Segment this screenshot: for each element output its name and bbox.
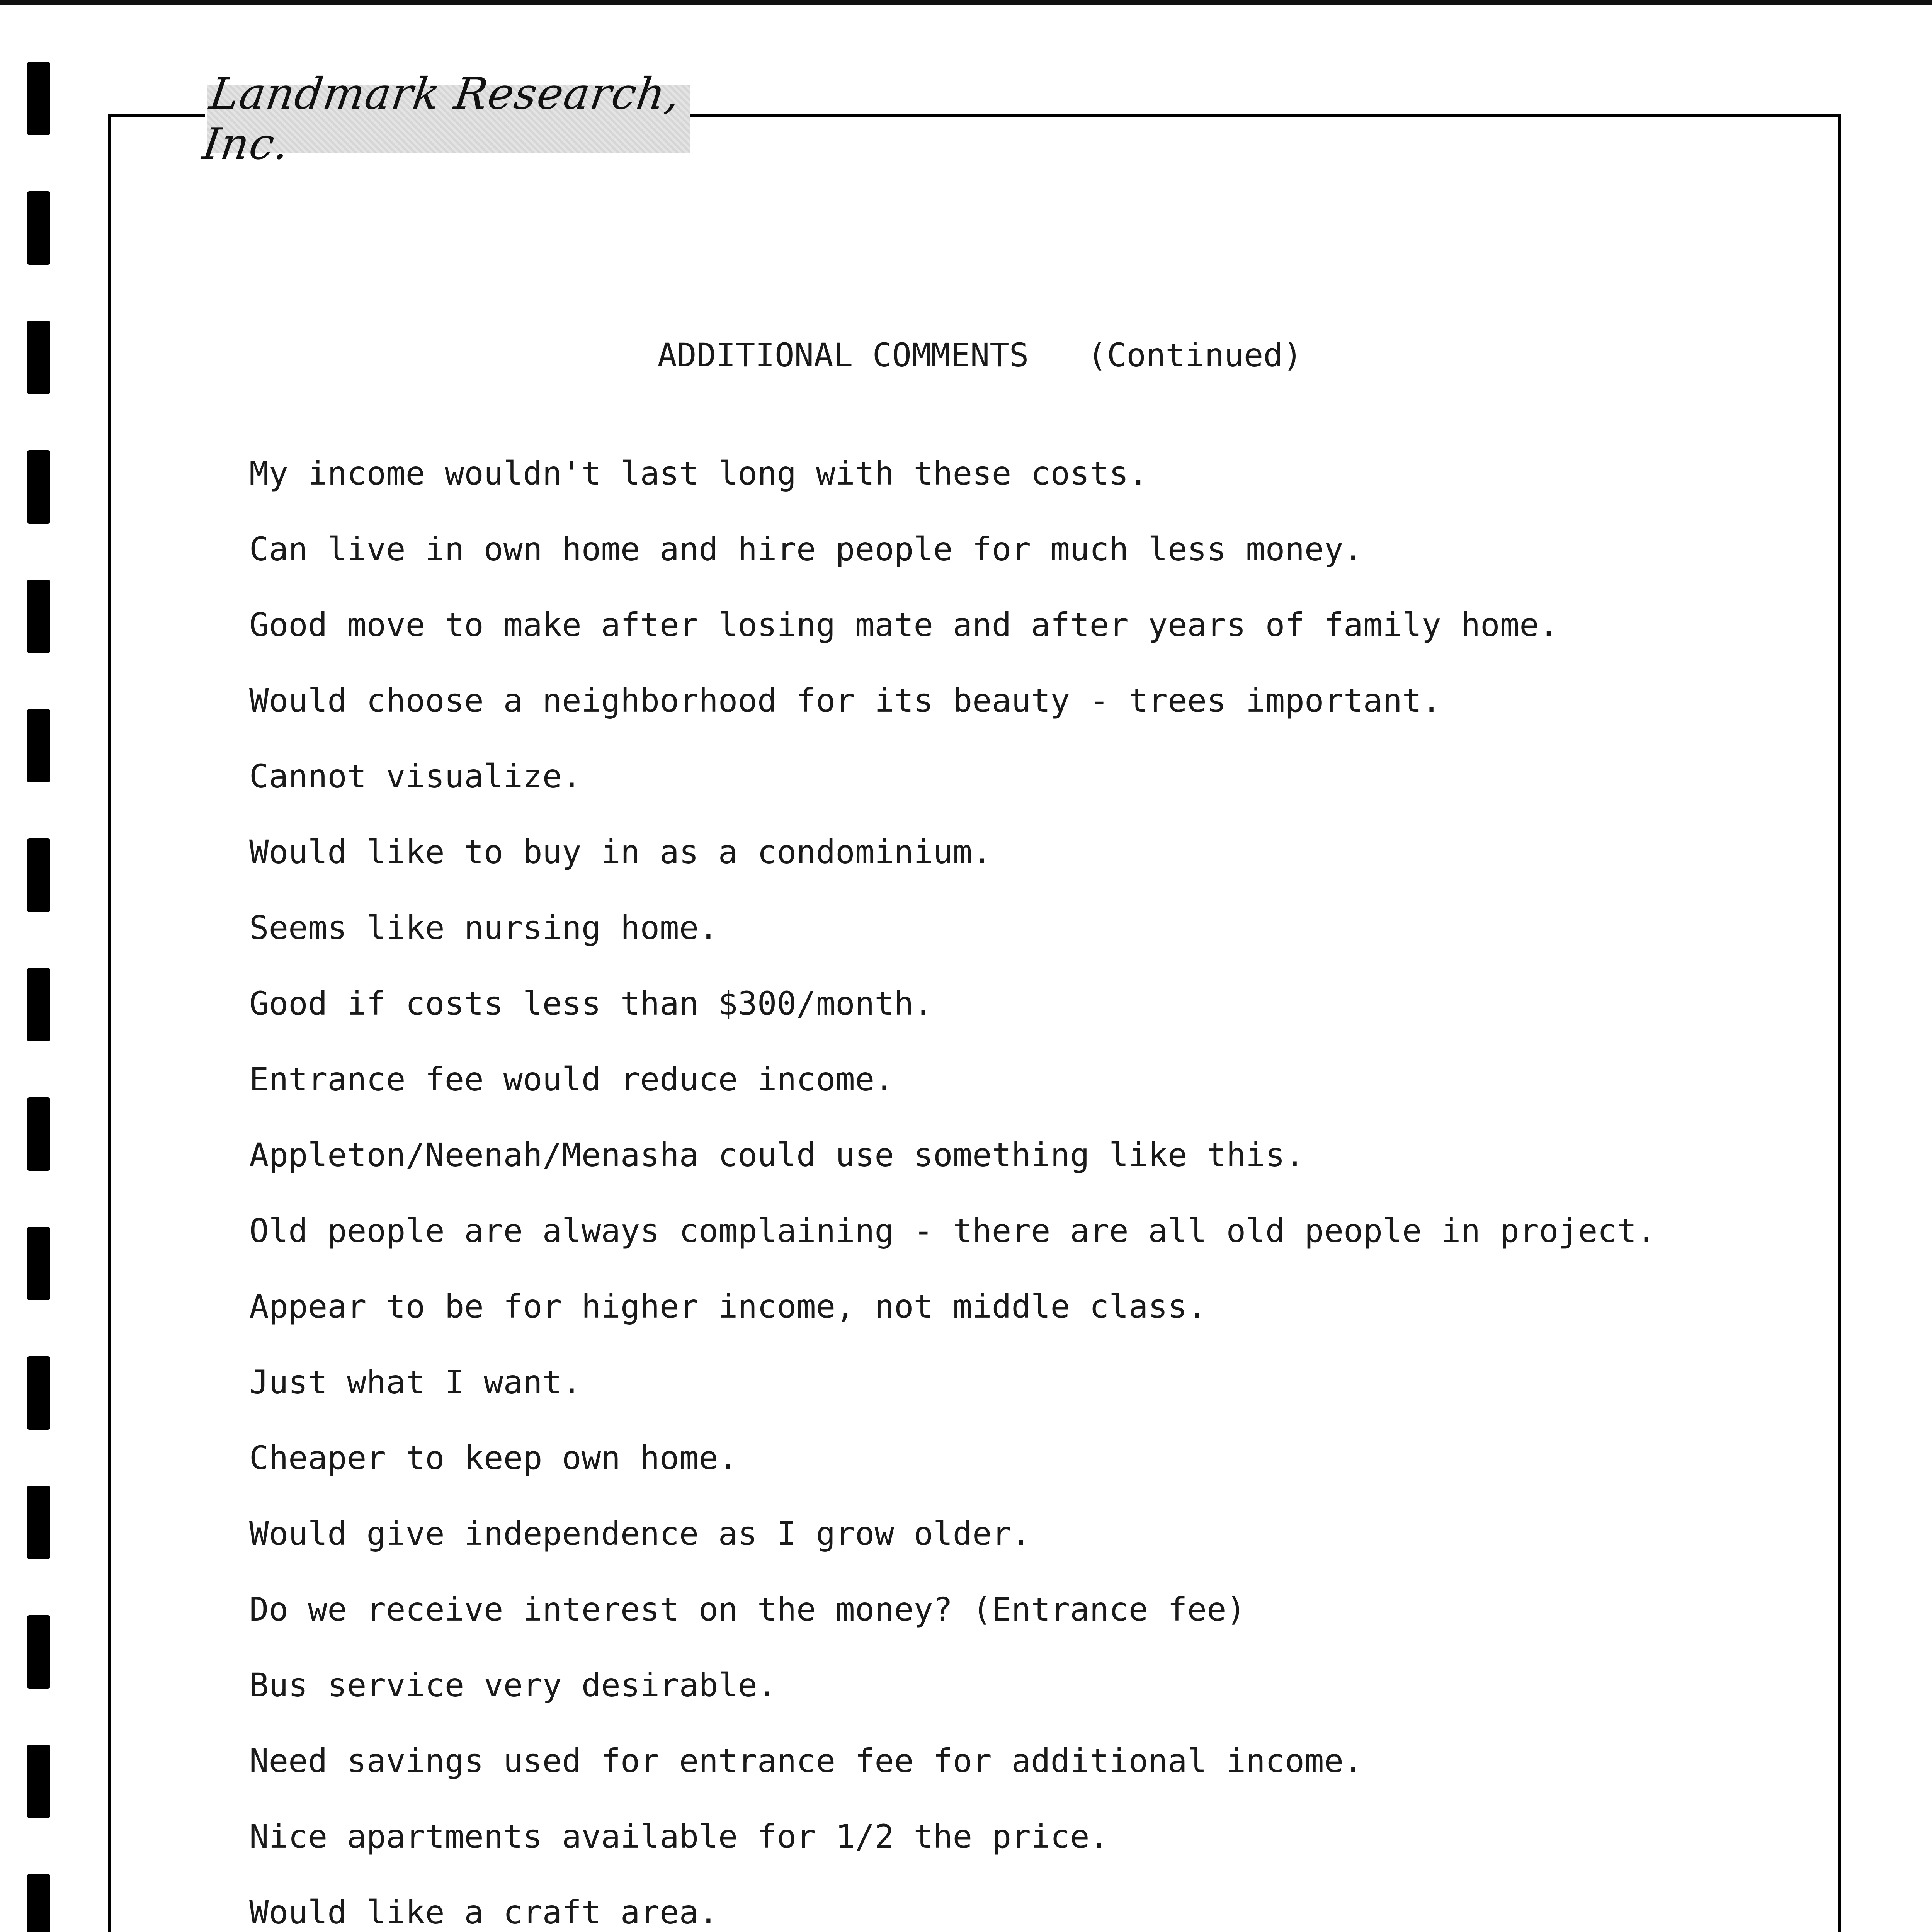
binding-hole: [27, 1615, 50, 1689]
binding-hole: [27, 450, 50, 524]
list-item: Appear to be for higher income, not middle class.: [249, 1287, 1207, 1325]
list-item: Nice apartments available for 1/2 the price.: [249, 1818, 1109, 1855]
list-item: Would choose a neighborhood for its beauty - trees important.: [249, 682, 1441, 719]
list-item: Appleton/Neenah/Menasha could use something like this.: [249, 1136, 1304, 1174]
list-item: Old people are always complaining - there are all old people in project.: [249, 1212, 1656, 1250]
company-logo-text: Landmark Research, Inc.: [199, 68, 684, 169]
list-item: Seems like nursing home.: [249, 909, 718, 947]
frame-rule: [108, 114, 205, 117]
list-item: Would like to buy in as a condominium.: [249, 833, 992, 871]
list-item: Do we receive interest on the money? (Entrance fee): [249, 1590, 1246, 1628]
binding-hole: [27, 191, 50, 265]
binding-hole: [27, 968, 50, 1041]
list-item: Would give independence as I grow older.: [249, 1515, 1031, 1553]
binding-hole: [27, 1486, 50, 1559]
list-item: Good if costs less than $300/month.: [249, 985, 934, 1022]
list-item: Bus service very desirable.: [249, 1666, 777, 1704]
list-item: Entrance fee would reduce income.: [249, 1060, 894, 1098]
list-item: Need savings used for entrance fee for additional income.: [249, 1742, 1363, 1780]
binding-hole: [27, 1745, 50, 1818]
list-item: Cannot visualize.: [249, 757, 582, 795]
binding-hole: [27, 1097, 50, 1171]
comment-list: [249, 452, 1756, 1932]
page-top-edge: [0, 0, 1932, 5]
binding-hole: [27, 62, 50, 135]
binding-hole: [27, 838, 50, 912]
list-item: Cheaper to keep own home.: [249, 1439, 738, 1477]
list-item: Can live in own home and hire people for much less money.: [249, 530, 1363, 568]
list-item: Good move to make after losing mate and after years of family home.: [249, 606, 1559, 644]
list-item: Just what I want.: [249, 1363, 582, 1401]
binding-hole: [27, 1356, 50, 1430]
list-item: Would like a craft area.: [249, 1893, 718, 1931]
binding-hole: [27, 1874, 50, 1932]
binding-hole: [27, 1227, 50, 1300]
company-logo: [199, 68, 690, 169]
page-title: ADDITIONAL COMMENTS (Continued): [657, 336, 1303, 374]
list-item: My income wouldn't last long with these costs.: [249, 454, 1148, 492]
binding-hole: [27, 709, 50, 782]
binding-hole: [27, 580, 50, 653]
frame-rule: [690, 114, 1841, 117]
